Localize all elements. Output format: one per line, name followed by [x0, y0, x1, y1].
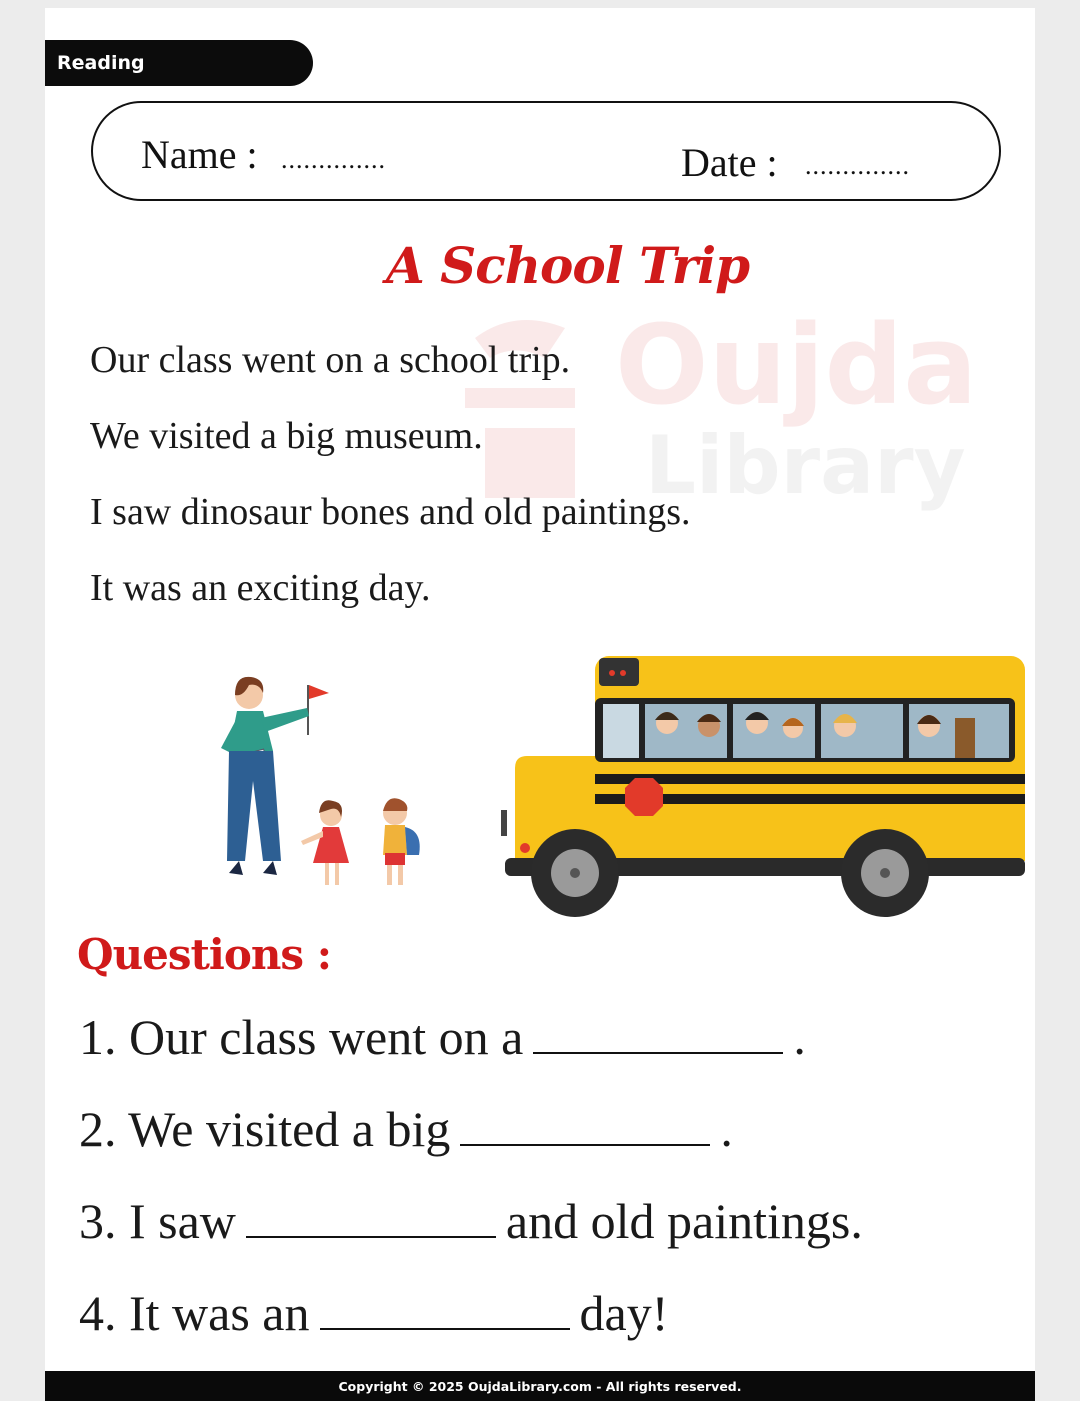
- question-text: 2. We visited a big: [79, 1101, 451, 1157]
- questions-heading: Questions :: [77, 930, 332, 979]
- worksheet-page: [45, 8, 1035, 1401]
- copyright-footer: Copyright © 2025 OujdaLibrary.com - All rights reserved.: [45, 1371, 1035, 1401]
- question-text: 1. Our class went on a: [79, 1009, 524, 1065]
- answer-blank[interactable]: [533, 1052, 783, 1054]
- rear-wheel-icon: [841, 829, 929, 917]
- passage-line: It was an exciting day.: [90, 567, 431, 609]
- teacher-figure: [221, 677, 329, 875]
- question-text: 3. I saw: [79, 1193, 236, 1249]
- question-text-end: .: [793, 1009, 806, 1065]
- question-3: [79, 1192, 863, 1250]
- passage-line: Our class went on a school trip.: [90, 339, 571, 381]
- question-text-end: and old paintings.: [505, 1193, 863, 1249]
- answer-blank[interactable]: [246, 1236, 496, 1238]
- watermark-word-oujda: Oujda: [615, 301, 978, 429]
- backpack-icon: [405, 827, 420, 855]
- answer-blank[interactable]: [460, 1144, 710, 1146]
- question-2: [79, 1100, 733, 1158]
- worksheet-title: A School Trip: [385, 236, 750, 295]
- stop-sign-icon: [625, 778, 663, 816]
- question-text: 4. It was an: [79, 1285, 310, 1341]
- girl-figure: [301, 800, 349, 885]
- answer-blank[interactable]: [320, 1328, 570, 1330]
- date-blank[interactable]: ..............: [805, 151, 910, 180]
- question-text-end: .: [720, 1101, 733, 1157]
- school-bus-illustration: [495, 648, 1035, 928]
- front-wheel-icon: [531, 829, 619, 917]
- name-blank[interactable]: ..............: [281, 145, 386, 174]
- teacher-children-illustration: [205, 673, 435, 923]
- question-1: [79, 1008, 806, 1066]
- name-date-box: [91, 101, 1001, 201]
- date-label: Date :: [681, 140, 778, 185]
- boy-figure: [383, 798, 420, 885]
- name-label: Name :: [141, 132, 258, 177]
- passage-line: I saw dinosaur bones and old paintings.: [90, 491, 691, 533]
- reading-comprehension-tag: Reading Comprehension: [45, 40, 313, 86]
- passage-line: We visited a big museum.: [90, 415, 483, 457]
- question-text-end: day!: [579, 1285, 669, 1341]
- question-4: [79, 1284, 668, 1342]
- flag-icon: [309, 685, 329, 699]
- watermark-word-library: Library: [645, 419, 966, 512]
